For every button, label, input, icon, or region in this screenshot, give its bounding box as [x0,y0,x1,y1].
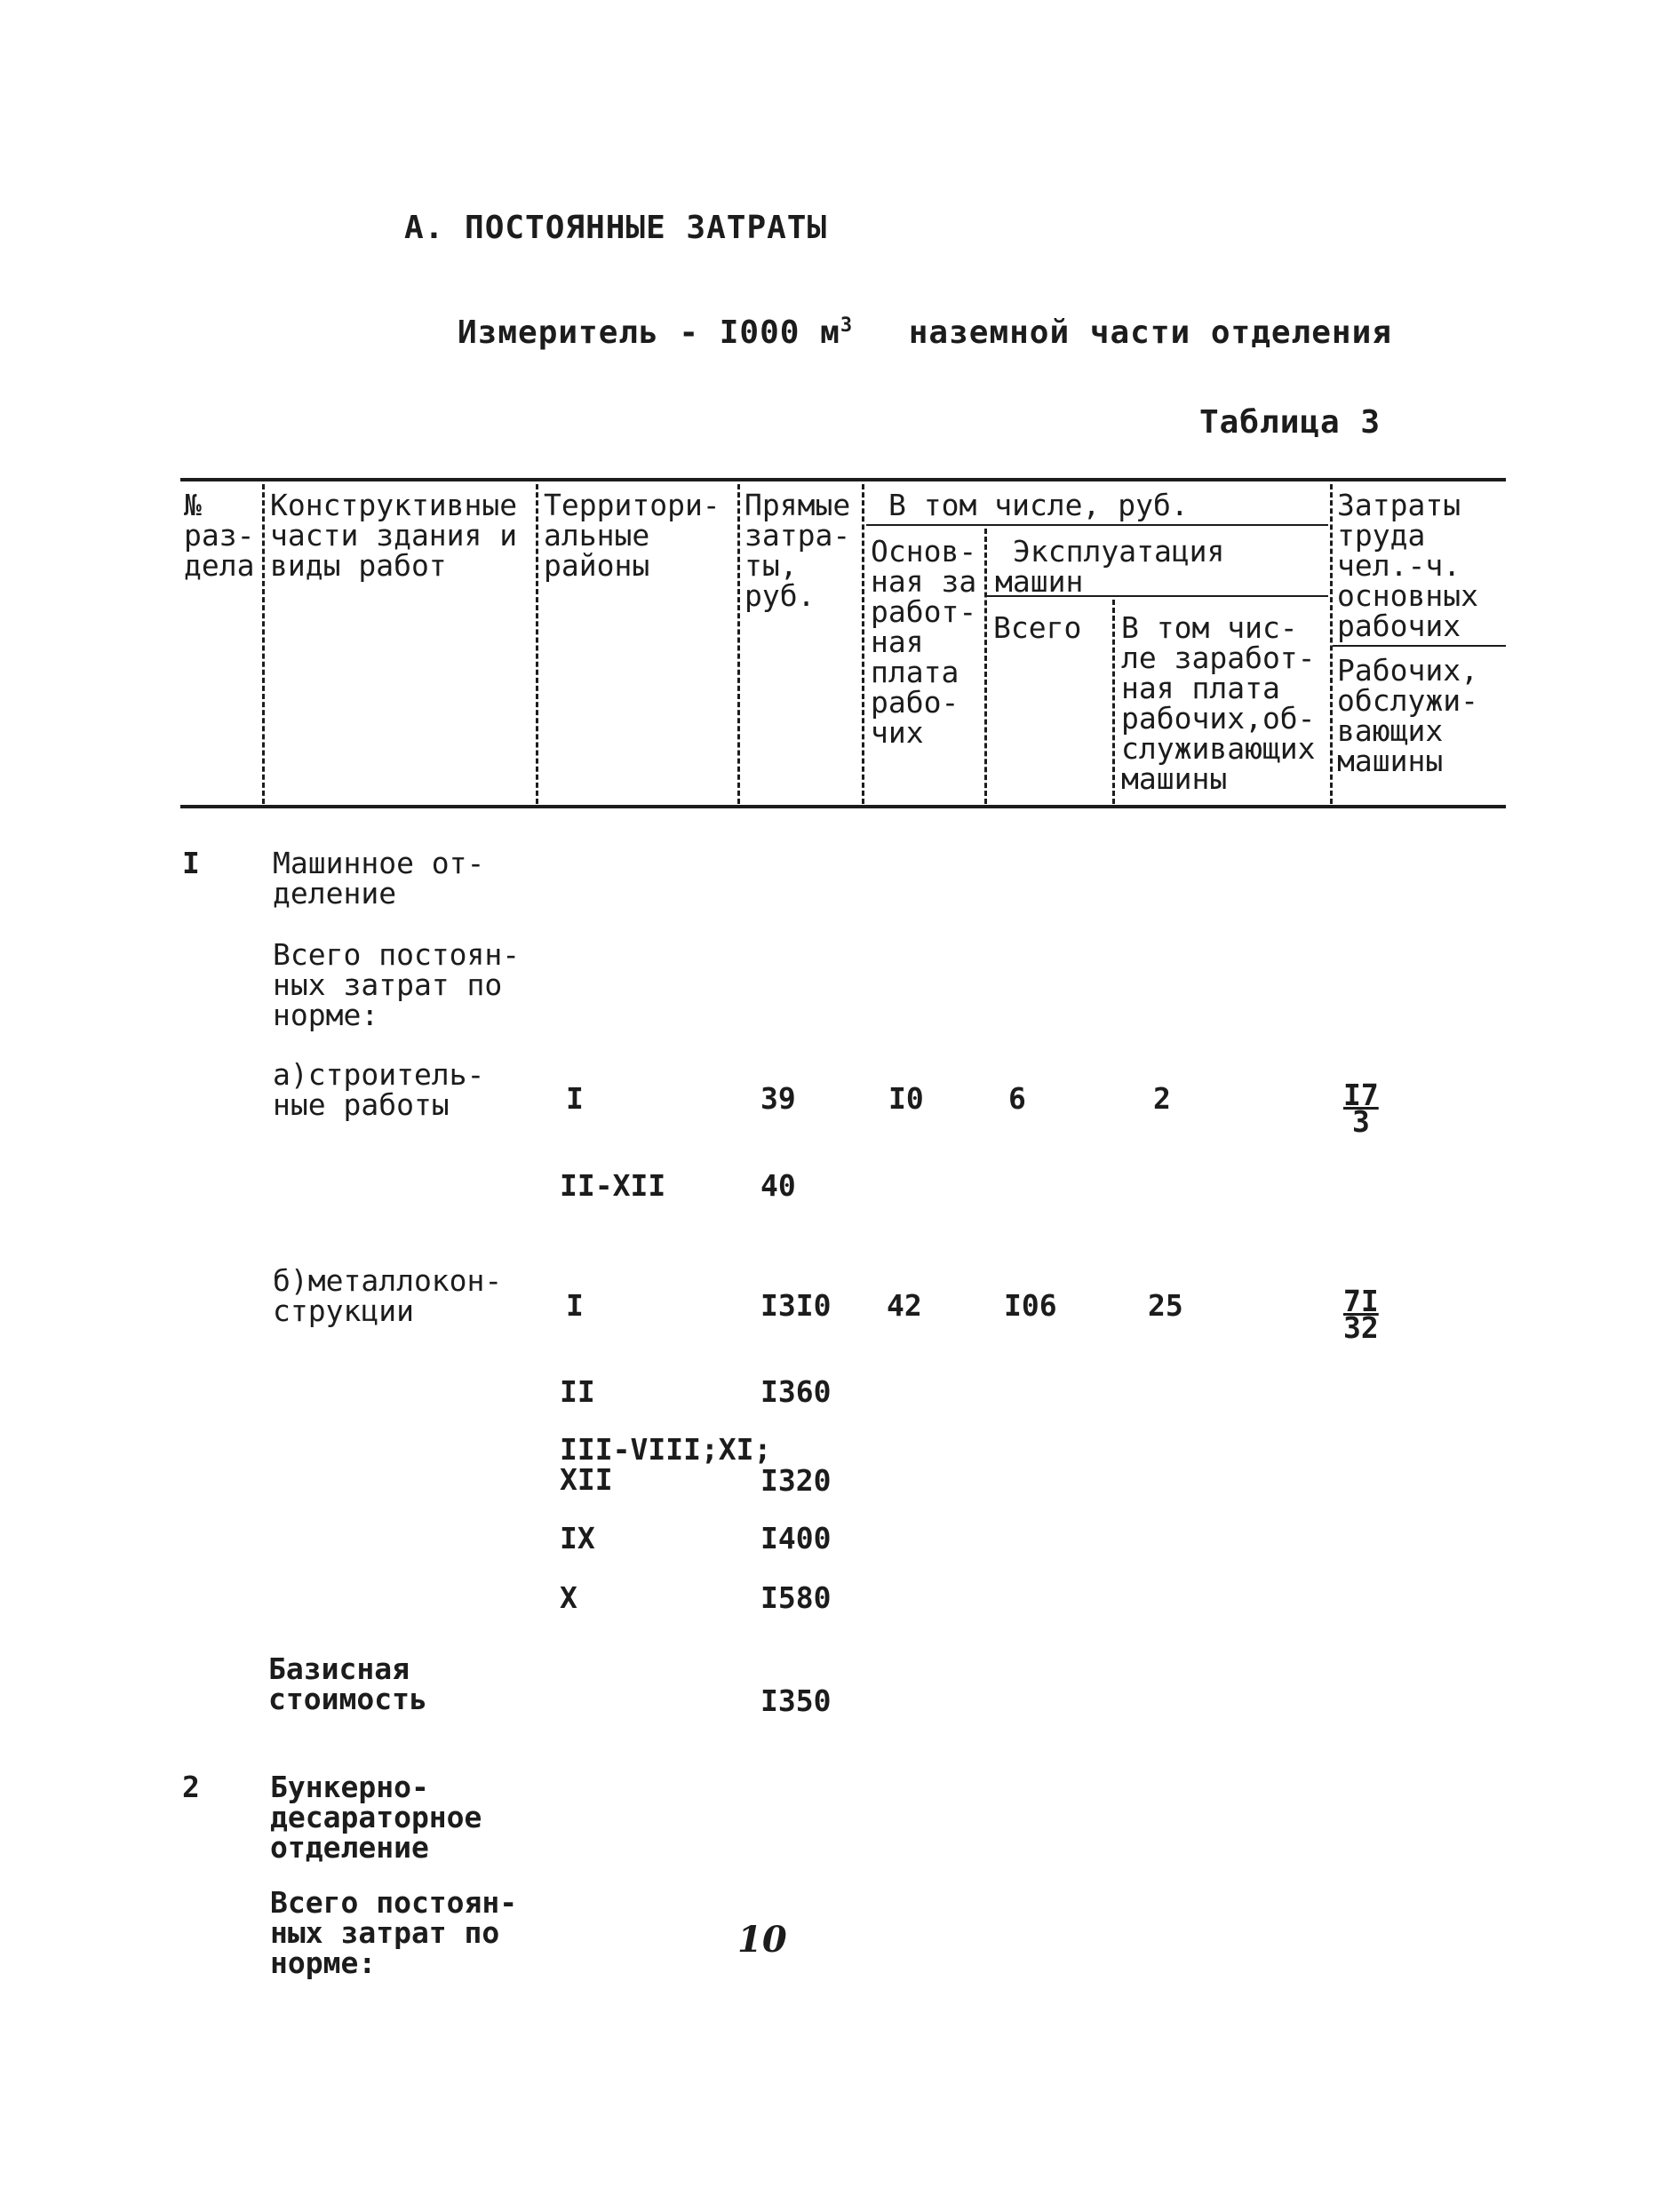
section-title: А. ПОСТОЯННЫЕ ЗАТРАТЫ [404,210,828,246]
cell-direct: 40 [760,1168,796,1203]
cell-direct: I580 [760,1580,832,1615]
header-group-incl: В том числе, руб. [888,488,1189,522]
section-num: I [182,846,200,880]
cell-total: I06 [1004,1288,1057,1323]
cell-wage: 42 [887,1288,922,1323]
cell-machine-wage: 2 [1153,1081,1171,1116]
cell-labor [1343,1284,1379,1345]
labor-bottom-value: 32 [1343,1310,1379,1345]
measure-superscript: 3 [840,314,854,337]
measure-prefix: Измеритель - I000 м [458,314,840,351]
cell-region: II [560,1374,595,1409]
header-parts: Конструктивные части здания и виды работ [270,488,518,583]
base-cost-value: I350 [760,1683,832,1718]
cell-labor [1343,1078,1379,1139]
cell-region: I [566,1081,584,1116]
cell-region: II-XII [560,1168,666,1203]
table-header-bottom-rule [180,805,1506,808]
group-incl-rule [866,524,1328,526]
labor-split-rule [1333,645,1506,647]
col-divider-4 [862,484,864,804]
section-name: Бункерно- десараторное отделение [270,1770,482,1865]
cell-region: III-VIII;XI; XII [560,1432,772,1497]
labor-top-value: 7I [1343,1284,1379,1318]
cell-wage: I0 [888,1081,924,1116]
cell-region: X [560,1580,577,1615]
section-total-label: Всего постоян- ных затрат по норме: [270,1885,518,1980]
col-divider-2 [536,484,538,804]
header-num: № раз- дела [184,488,255,583]
header-wage: Основ- ная за работ- ная плата рабо- чих [871,534,977,750]
base-cost-label: Базисная стоимость [268,1651,427,1716]
header-machine-wage: В том чис- ле заработ- ная плата рабочих,об- служивающих машины [1121,610,1316,796]
col-divider-5 [984,529,987,804]
cell-region: IX [560,1521,595,1556]
table-top-rule [180,478,1506,481]
section-name: Машинное от- деление [273,846,485,911]
cell-direct: I400 [760,1521,832,1556]
cell-region: I [566,1288,584,1323]
header-direct: Прямые затра- ты, руб. [744,488,851,613]
section-total-label: Всего постоян- ных затрат по норме: [273,937,521,1032]
labor-bottom-value: 3 [1351,1104,1370,1139]
header-labor-top: Затраты труда чел.-ч. основных рабочих [1337,488,1478,643]
section-num: 2 [182,1770,200,1804]
group-label: б)металлокон- струкции [273,1263,503,1328]
table-label: Таблица 3 [1199,404,1381,441]
header-total: Всего [993,610,1082,645]
header-labor-bottom: Рабочих, обслужи- вающих машины [1337,653,1478,778]
cell-direct: I3I0 [760,1288,832,1323]
header-regions: Территори- альные районы [544,488,721,583]
col-divider-7 [1330,484,1333,804]
col-divider-3 [737,484,740,804]
measure-line [458,314,1392,351]
cell-machine-wage: 25 [1148,1288,1183,1323]
col-divider-6 [1112,600,1115,804]
cell-total: 6 [1008,1081,1026,1116]
measure-suffix: наземной части отделения [908,314,1392,351]
cell-direct: I360 [760,1374,832,1409]
cell-direct: 39 [760,1081,796,1116]
col-divider-1 [262,484,265,804]
page-number: 10 [737,1919,787,1961]
labor-top-value: I7 [1343,1078,1379,1112]
header-group-exploit: Эксплуатация машин [995,534,1225,599]
cell-direct: I320 [760,1463,832,1498]
group-label: а)строитель- ные работы [273,1057,485,1122]
